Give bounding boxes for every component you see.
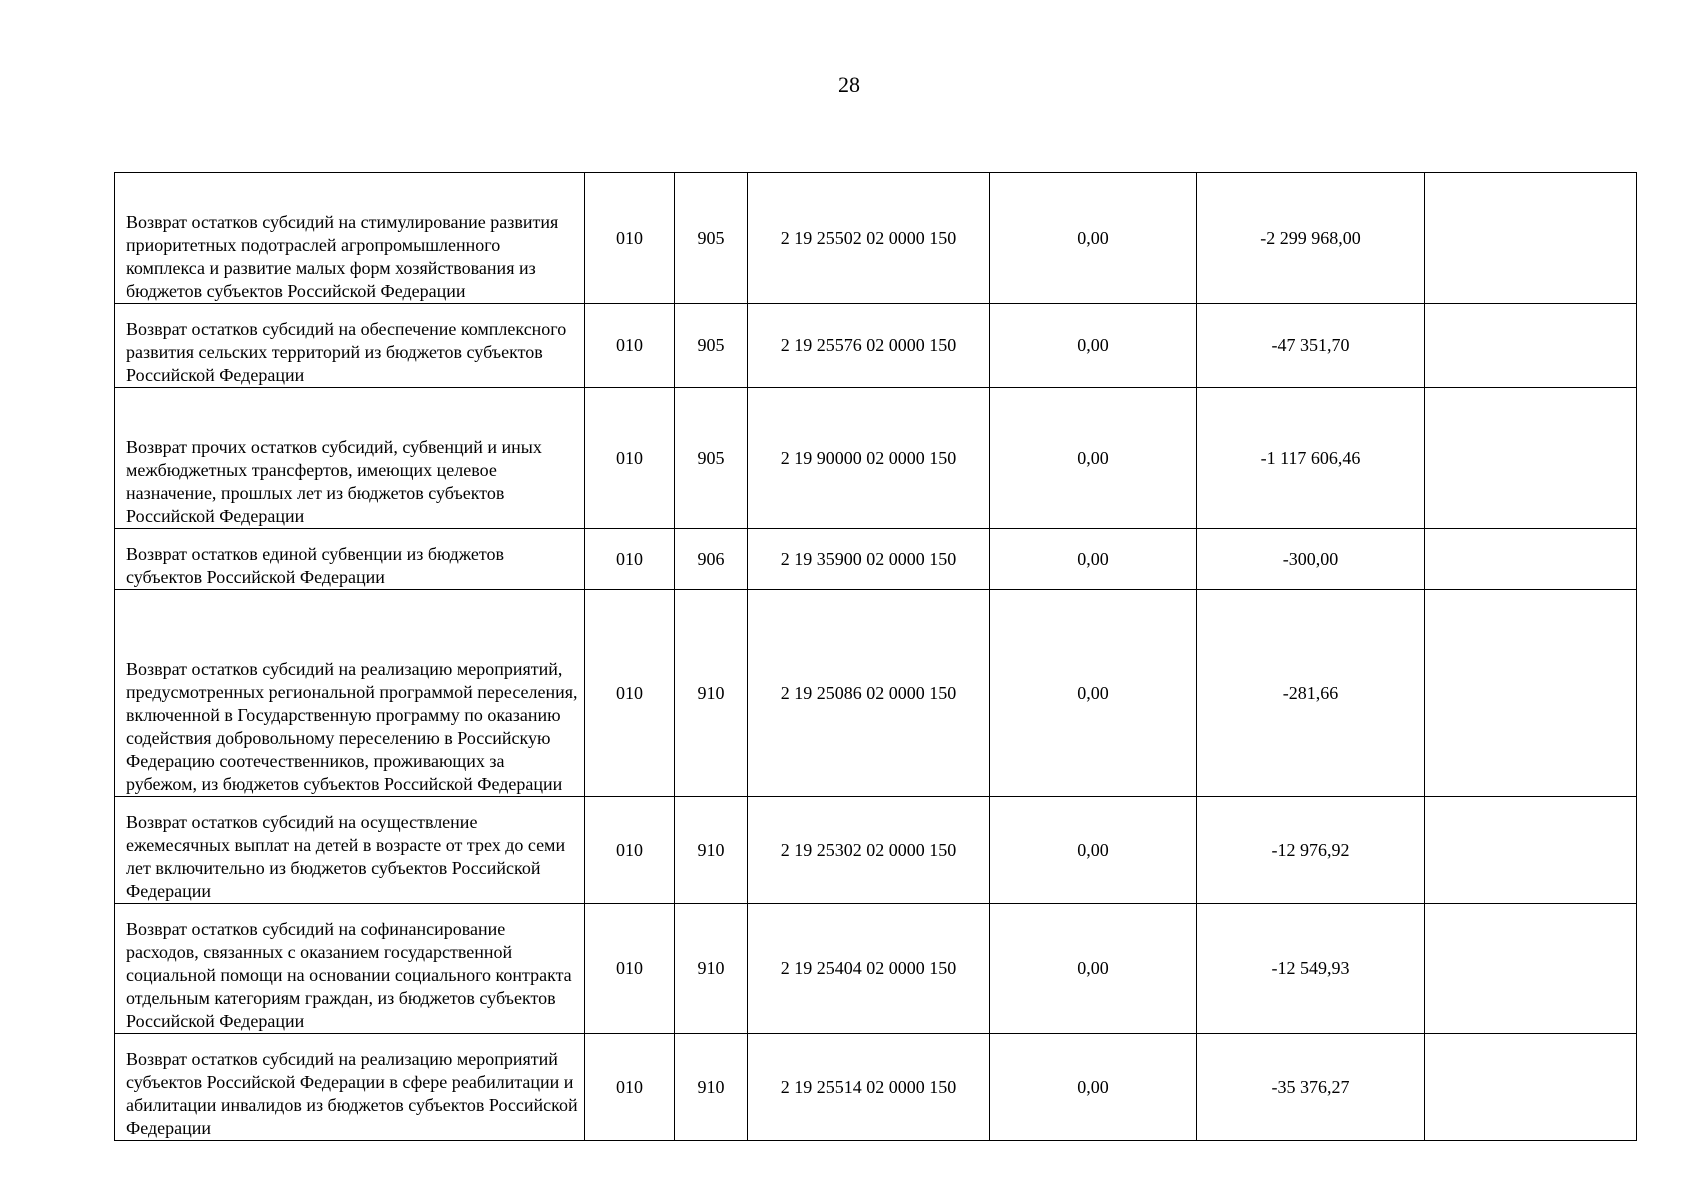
row-code-a: 010 — [585, 529, 675, 590]
table-row — [115, 1034, 1637, 1141]
row-value-3 — [1425, 590, 1637, 797]
row-value-2: -12 549,93 — [1197, 904, 1425, 1034]
row-code-a: 010 — [585, 304, 675, 388]
row-value-1: 0,00 — [990, 904, 1197, 1034]
row-code-a: 010 — [585, 590, 675, 797]
row-code-b: 905 — [675, 173, 748, 304]
row-code-b: 910 — [675, 797, 748, 904]
row-code-b: 905 — [675, 388, 748, 529]
row-code-b: 906 — [675, 529, 748, 590]
row-budget-code: 2 19 25404 02 0000 150 — [748, 904, 990, 1034]
table-row — [115, 173, 1637, 304]
row-value-2: -281,66 — [1197, 590, 1425, 797]
row-code-a: 010 — [585, 173, 675, 304]
table-row — [115, 304, 1637, 388]
row-value-2: -47 351,70 — [1197, 304, 1425, 388]
row-value-3 — [1425, 904, 1637, 1034]
row-description: Возврат остатков субсидий на обеспечение комплексного развития сельских территорий из бюджетов субъектов Российской Федерации — [115, 304, 585, 388]
table-row — [115, 529, 1637, 590]
row-value-2: -35 376,27 — [1197, 1034, 1425, 1141]
row-value-2: -2 299 968,00 — [1197, 173, 1425, 304]
row-budget-code: 2 19 90000 02 0000 150 — [748, 388, 990, 529]
row-code-b: 910 — [675, 590, 748, 797]
row-description: Возврат остатков субсидий на реализацию мероприятий, предусмотренных региональной программой переселения, включенной в Государственную программу по оказанию содействия добровольному переселению в Российскую Федерацию соотечественников, проживающих за рубежом, из бюджетов субъектов Российской Федерации — [115, 590, 585, 797]
row-value-3 — [1425, 529, 1637, 590]
row-budget-code: 2 19 25302 02 0000 150 — [748, 797, 990, 904]
row-value-1: 0,00 — [990, 590, 1197, 797]
row-value-1: 0,00 — [990, 304, 1197, 388]
row-description: Возврат остатков единой субвенции из бюджетов субъектов Российской Федерации — [115, 529, 585, 590]
row-budget-code: 2 19 25502 02 0000 150 — [748, 173, 990, 304]
table-row — [115, 590, 1637, 797]
row-description: Возврат остатков субсидий на стимулирование развития приоритетных подотраслей агропромышленного комплекса и развитие малых форм хозяйствования из бюджетов субъектов Российской Федерации — [115, 173, 585, 304]
row-budget-code: 2 19 25576 02 0000 150 — [748, 304, 990, 388]
row-value-1: 0,00 — [990, 529, 1197, 590]
page-number: 28 — [838, 72, 860, 97]
row-code-a: 010 — [585, 904, 675, 1034]
row-code-a: 010 — [585, 1034, 675, 1141]
row-budget-code: 2 19 25514 02 0000 150 — [748, 1034, 990, 1141]
row-value-1: 0,00 — [990, 388, 1197, 529]
row-value-1: 0,00 — [990, 797, 1197, 904]
row-value-2: -12 976,92 — [1197, 797, 1425, 904]
row-value-1: 0,00 — [990, 173, 1197, 304]
row-code-a: 010 — [585, 797, 675, 904]
row-value-2: -300,00 — [1197, 529, 1425, 590]
row-description: Возврат остатков субсидий на осуществление ежемесячных выплат на детей в возрасте от трех до семи лет включительно из бюджетов субъектов Российской Федерации — [115, 797, 585, 904]
row-code-b: 910 — [675, 904, 748, 1034]
row-value-3 — [1425, 1034, 1637, 1141]
row-value-2: -1 117 606,46 — [1197, 388, 1425, 529]
row-budget-code: 2 19 35900 02 0000 150 — [748, 529, 990, 590]
row-budget-code: 2 19 25086 02 0000 150 — [748, 590, 990, 797]
budget-table — [114, 172, 1637, 1141]
table-row — [115, 904, 1637, 1034]
table-row — [115, 797, 1637, 904]
row-value-1: 0,00 — [990, 1034, 1197, 1141]
row-code-b: 910 — [675, 1034, 748, 1141]
row-value-3 — [1425, 304, 1637, 388]
row-value-3 — [1425, 797, 1637, 904]
row-code-b: 905 — [675, 304, 748, 388]
table-row — [115, 388, 1637, 529]
row-description: Возврат остатков субсидий на софинансирование расходов, связанных с оказанием государственной социальной помощи на основании социального контракта отдельным категориям граждан, из бюджетов субъектов Российской Федерации — [115, 904, 585, 1034]
row-description: Возврат прочих остатков субсидий, субвенций и иных межбюджетных трансфертов, имеющих целевое назначение, прошлых лет из бюджетов субъектов Российской Федерации — [115, 388, 585, 529]
row-value-3 — [1425, 173, 1637, 304]
row-description: Возврат остатков субсидий на реализацию мероприятий субъектов Российской Федерации в сфере реабилитации и абилитации инвалидов из бюджетов субъектов Российской Федерации — [115, 1034, 585, 1141]
row-code-a: 010 — [585, 388, 675, 529]
row-value-3 — [1425, 388, 1637, 529]
